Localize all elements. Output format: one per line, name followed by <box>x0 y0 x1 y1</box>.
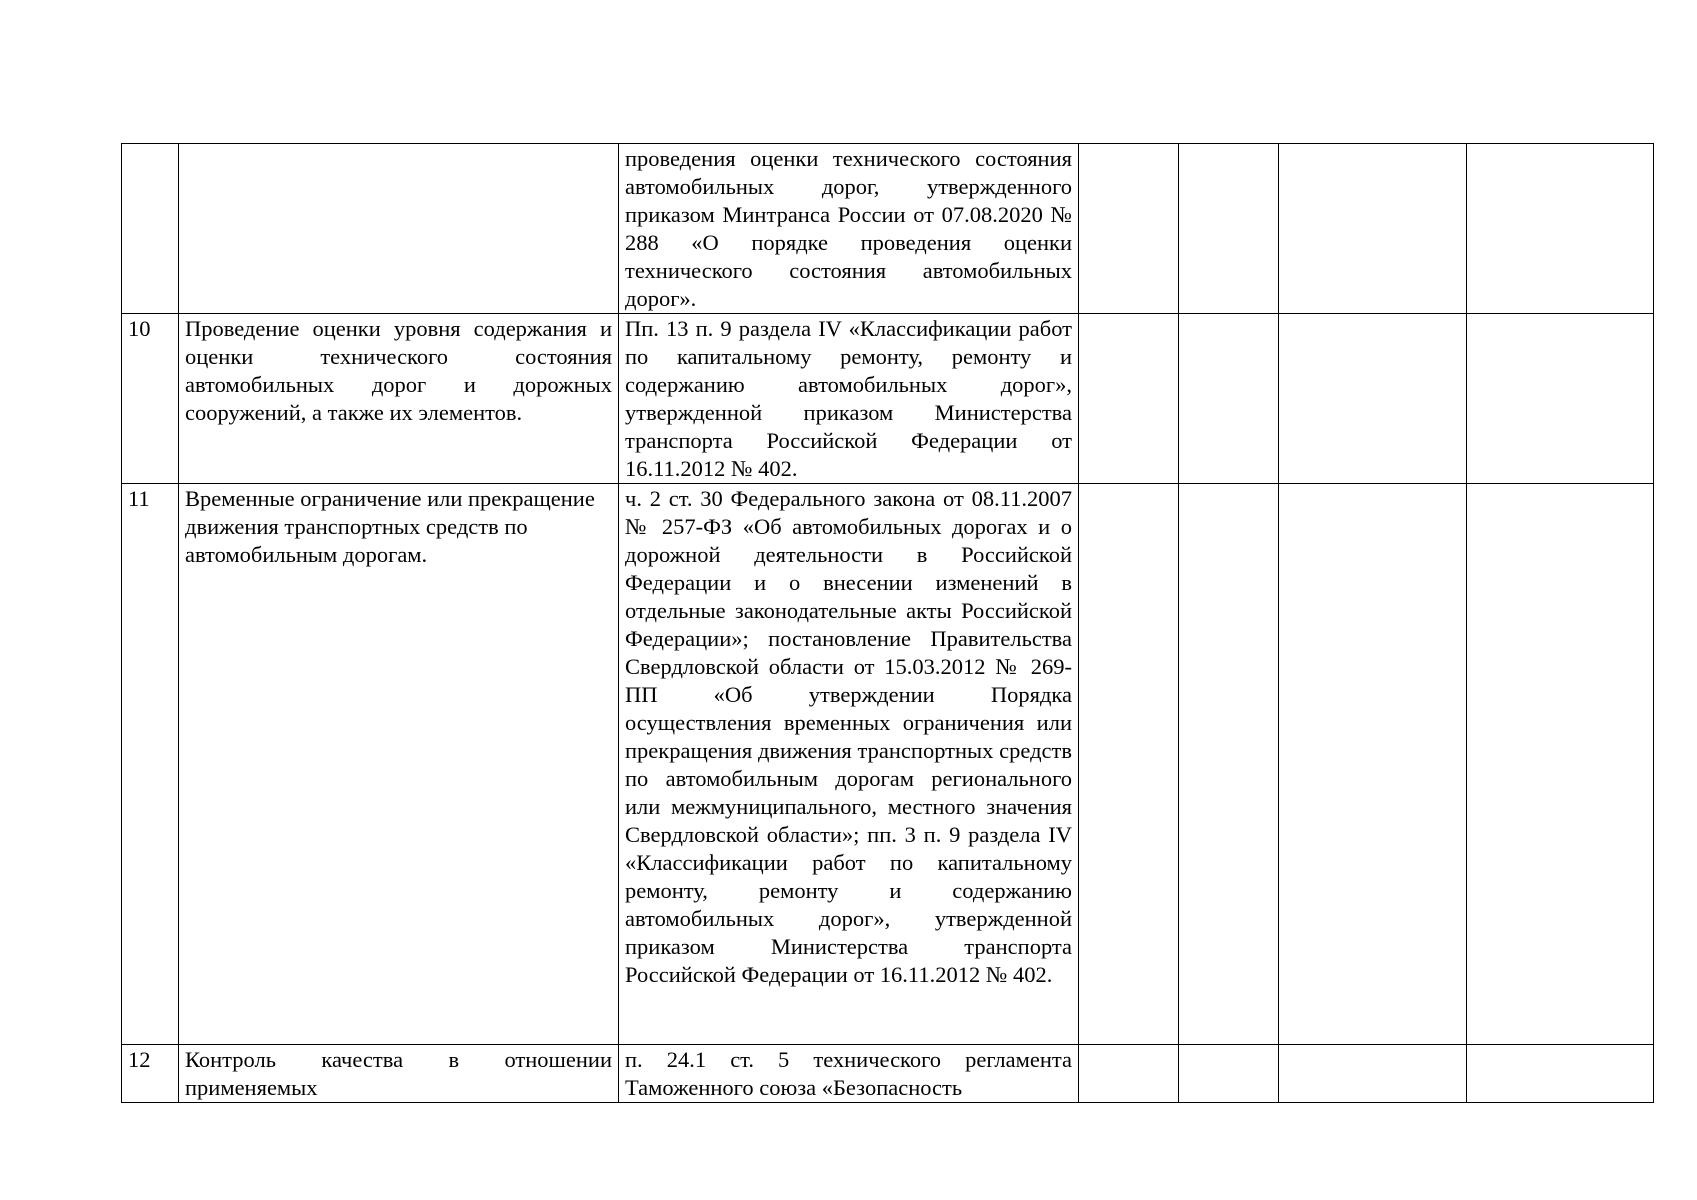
row-number-cell: 10 <box>122 314 179 484</box>
legal-basis-cell: проведения оценки технического состояния автомобильных дорог, утвержденного приказом Минтранса России от 07.08.2020 № 288 «О порядке проведения оценки технического состояния автомобильных дорог». <box>619 144 1079 314</box>
row-number-cell: 12 <box>122 1045 179 1103</box>
empty-cell <box>1467 314 1654 484</box>
legal-basis-cell: п. 24.1 ст. 5 технического регламента Таможенного союза «Безопасность <box>619 1045 1079 1103</box>
requirements-table <box>121 143 1654 1103</box>
empty-cell <box>1079 1045 1179 1103</box>
empty-cell <box>1079 484 1179 1045</box>
row-number-cell: 11 <box>122 484 179 1045</box>
empty-cell <box>1279 314 1467 484</box>
requirement-name-cell: Проведение оценки уровня содержания и оценки технического состояния автомобильных дорог и дорожных сооружений, а также их элементов. <box>179 314 619 484</box>
empty-cell <box>1279 484 1467 1045</box>
table-row <box>122 314 1654 484</box>
empty-cell <box>1279 144 1467 314</box>
empty-cell <box>1179 1045 1279 1103</box>
table-row <box>122 484 1654 1045</box>
legal-basis-cell: ч. 2 ст. 30 Федерального закона от 08.11.2007 № 257-ФЗ «Об автомобильных дорогах и о дорожной деятельности в Российской Федерации и о внесении изменений в отдельные законодательные акты Российской Федерации»; постановление Правительства Свердловской области от 15.03.2012 № 269-ПП «Об утверждении Порядка осуществления временных ограничения или прекращения движения транспортных средств по автомобильным дорогам регионального или межмуниципального, местного значения Свердловской области»; пп. 3 п. 9 раздела IV «Классификации работ по капитальному ремонту, ремонту и содержанию автомобильных дорог», утвержденной приказом Министерства транспорта Российской Федерации от 16.11.2012 № 402. <box>619 484 1079 1045</box>
empty-cell <box>1467 484 1654 1045</box>
table-row <box>122 144 1654 314</box>
requirement-name-cell: Контроль качества в отношении применяемых <box>179 1045 619 1103</box>
empty-cell <box>1179 484 1279 1045</box>
empty-cell <box>1467 1045 1654 1103</box>
empty-cell <box>1279 1045 1467 1103</box>
requirement-name-cell: Временные ограничение или прекращение движения транспортных средств по автомобильным дорогам. <box>179 484 619 1045</box>
empty-cell <box>1179 314 1279 484</box>
requirement-name-cell <box>179 144 619 314</box>
legal-basis-cell: Пп. 13 п. 9 раздела IV «Классификации работ по капитальному ремонту, ремонту и содержанию автомобильных дорог», утвержденной приказом Министерства транспорта Российской Федерации от 16.11.2012 № 402. <box>619 314 1079 484</box>
empty-cell <box>1179 144 1279 314</box>
row-number-cell <box>122 144 179 314</box>
empty-cell <box>1079 314 1179 484</box>
empty-cell <box>1079 144 1179 314</box>
empty-cell <box>1467 144 1654 314</box>
table-row <box>122 1045 1654 1103</box>
